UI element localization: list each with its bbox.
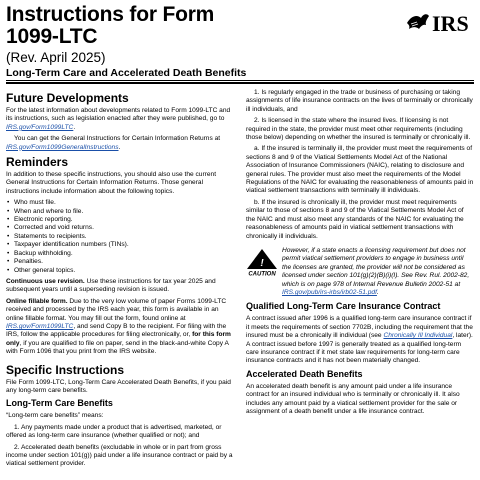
reminders-heading: Reminders <box>6 155 69 170</box>
header-rule-bottom <box>6 82 474 84</box>
future-developments-heading: Future Developments <box>6 91 129 105</box>
ltc-item-1: 1. Any payments made under a product that is advertised, marketed, or offered as long-term care insurance (whether qualified or not); and <box>6 423 222 440</box>
caution-icon <box>246 248 278 276</box>
provider-item-2: 2. Is licensed in the state where the insured lives. If licensing is not required in the state, the provider must meet other requirements (including those below) depending on whether the insured is terminally or chronically ill. <box>246 117 471 142</box>
caution-note: ! CAUTION However, if a state enacts a licensing requirement but does not permit viatical settlement providers to engage in business until the licenses are granted, the provider will not be considered as licensed under section 101(g)(2)(B)(i)(I). See Rev. Rul. 2002-82, which is on page 978 of Internal Revenue Bulletin 2002-51 at IRS.gov/pub/irs-irbs/irb02-51.pdf. <box>246 247 474 297</box>
accelerated-death-benefits-heading: Accelerated Death Benefits <box>246 368 363 379</box>
header-rule-top <box>6 80 474 81</box>
caution-text: However, if a state enacts a licensing requirement but does not permit viatical settlement providers to engage in business until the licenses are granted, the provider will not be considered as licensed under section 101(g)(2)(B)(i)(I). See Rev. Rul. 2002-82, which is on page 978 of Internal Revenue Bulletin 2002-51 at <box>282 246 470 288</box>
online-fillable-text: Online fillable form. Due to the very low volume of paper Forms 1099-LTC received and processed by the IRS each year, this form is available in an online fillable format. You may fill out the form, found online at IRS.gov/Form1099LTC, and send Copy B to the recipient. For filing with the IRS, follow the applicable procedures for filing electronically, or, for this form only, if you are qualified to file on paper, send in the black-and-white Copy A with Form 1096 that you print from the IRS website. <box>6 297 231 356</box>
list-item: • Taxpayer identification numbers (TINs). <box>6 241 234 249</box>
svg-text:!: ! <box>260 257 264 269</box>
svg-text:CAUTION: CAUTION <box>248 271 276 276</box>
left-column <box>6 89 234 472</box>
irs-eagle-icon <box>405 10 477 36</box>
general-instructions-link[interactable]: IRS.gov/Form1099GeneralInstructions <box>6 143 119 151</box>
list-item: • When and where to file. <box>6 208 234 216</box>
qualified-ltc-heading: Qualified Long-Term Care Insurance Contract <box>246 301 441 312</box>
page-title <box>6 4 214 48</box>
list-item: • Statements to recipients. <box>6 233 234 241</box>
reminders-text: In addition to these specific instructions, you should also use the current General Instructions for Certain Information Returns. Those general instructions include information about the following topics. <box>6 171 217 195</box>
form-1099ltc-link[interactable]: IRS.gov/Form1099LTC <box>6 123 74 131</box>
logo-text: IRS <box>432 11 469 36</box>
chronically-ill-link[interactable]: Chronically Ill Individual <box>383 332 453 340</box>
right-column <box>246 89 474 419</box>
irb-link[interactable]: IRS.gov/pub/irs-irbs/irb02-51.pdf <box>282 288 377 296</box>
revision-date: (Rev. April 2025) <box>6 50 106 65</box>
list-item: • Penalties. <box>6 258 234 266</box>
ltc-benefits-heading: Long-Term Care Benefits <box>6 398 113 409</box>
list-item: • Who must file. <box>6 199 234 207</box>
future-developments-text: For the latest information about developments related to Form 1099-LTC and its instructions, such as legislation enacted after they were published, go to IRS.gov/Form1099LTC. <box>6 107 231 131</box>
accelerated-death-benefits-text: An accelerated death benefit is any amount paid under a life insurance contract for an insured individual who is terminally or chronically ill. It also includes any amount paid by a viatical settlement provider for the sale or assignment of a death benefit under a life insurance contract. <box>246 382 460 415</box>
fillable-form-link[interactable]: IRS.gov/Form1099LTC <box>6 322 74 330</box>
title-line-1: Instructions for Form <box>6 3 215 26</box>
specific-instructions-heading: Specific Instructions <box>6 362 125 377</box>
topics-list <box>6 199 234 275</box>
qualified-ltc-text: A contract issued after 1996 is a qualified long-term care insurance contract if it meets the requirements of section 7702B, including the requirement that the insured must be a chronically ill individual (see Chronically Ill Individual, later). A contract issued before 1997 is generally treated as a qualified long-term care insurance contract if it met state law requirements for long-term care insurance contracts and it has not been materially changed. <box>246 315 473 365</box>
list-item: • Backup withholding. <box>6 250 234 258</box>
irs-logo <box>405 10 477 36</box>
provider-item-a: a. If the insured is terminally ill, the provider must meet the requirements of sections 8 and 9 of the Viatical Settlements Model Act of the National Association of Insurance Commissioners (NAIC), relating to disclosure and general rules. The provider must also meet the requirements of the Model Regulations of the NAIC for evaluating the reasonableness of amounts paid in viatical settlement transactions with terminally ill individuals. <box>246 145 474 195</box>
continuous-use-text: Continuous use revision. Use these instructions for tax year 2025 and subsequent years until a superseding revision is issued. <box>6 277 216 294</box>
title-line-2: 1099-LTC <box>6 25 98 48</box>
form-subtitle: Long-Term Care and Accelerated Death Benefits <box>6 67 247 79</box>
ltc-item-2: 2. Accelerated death benefits (excludable in whole or in part from gross income under section 101(g)) paid under a life insurance contract or paid by a viatical settlement provider. <box>6 443 233 468</box>
list-item: • Electronic reporting. <box>6 216 234 224</box>
provider-item-1: 1. Is regularly engaged in the trade or business of purchasing or taking assignments of life insurance contracts on the lives of terminally or chronically ill individuals, and <box>246 89 473 113</box>
provider-item-b: b. If the insured is chronically ill, the provider must meet requirements similar to those of sections 8 and 9 of the Viatical Settlements Model Act of the NAIC and must also meet any standards of the NAIC for evaluating the reasonableness of amounts paid in viatical settlement transactions with chronically ill individuals. <box>246 198 464 240</box>
ltc-definition-text: “Long-term care benefits” means: <box>6 412 104 420</box>
list-item: • Corrected and void returns. <box>6 224 234 232</box>
general-instructions-text: You can get the General Instructions for Certain Information Returns at IRS.gov/Form1099GeneralInstructions. <box>6 135 221 151</box>
list-item: • Other general topics. <box>6 267 234 275</box>
specific-instructions-text: File Form 1099-LTC, Long-Term Care Accelerated Death Benefits, if you paid any long-term care benefits. <box>6 378 231 394</box>
